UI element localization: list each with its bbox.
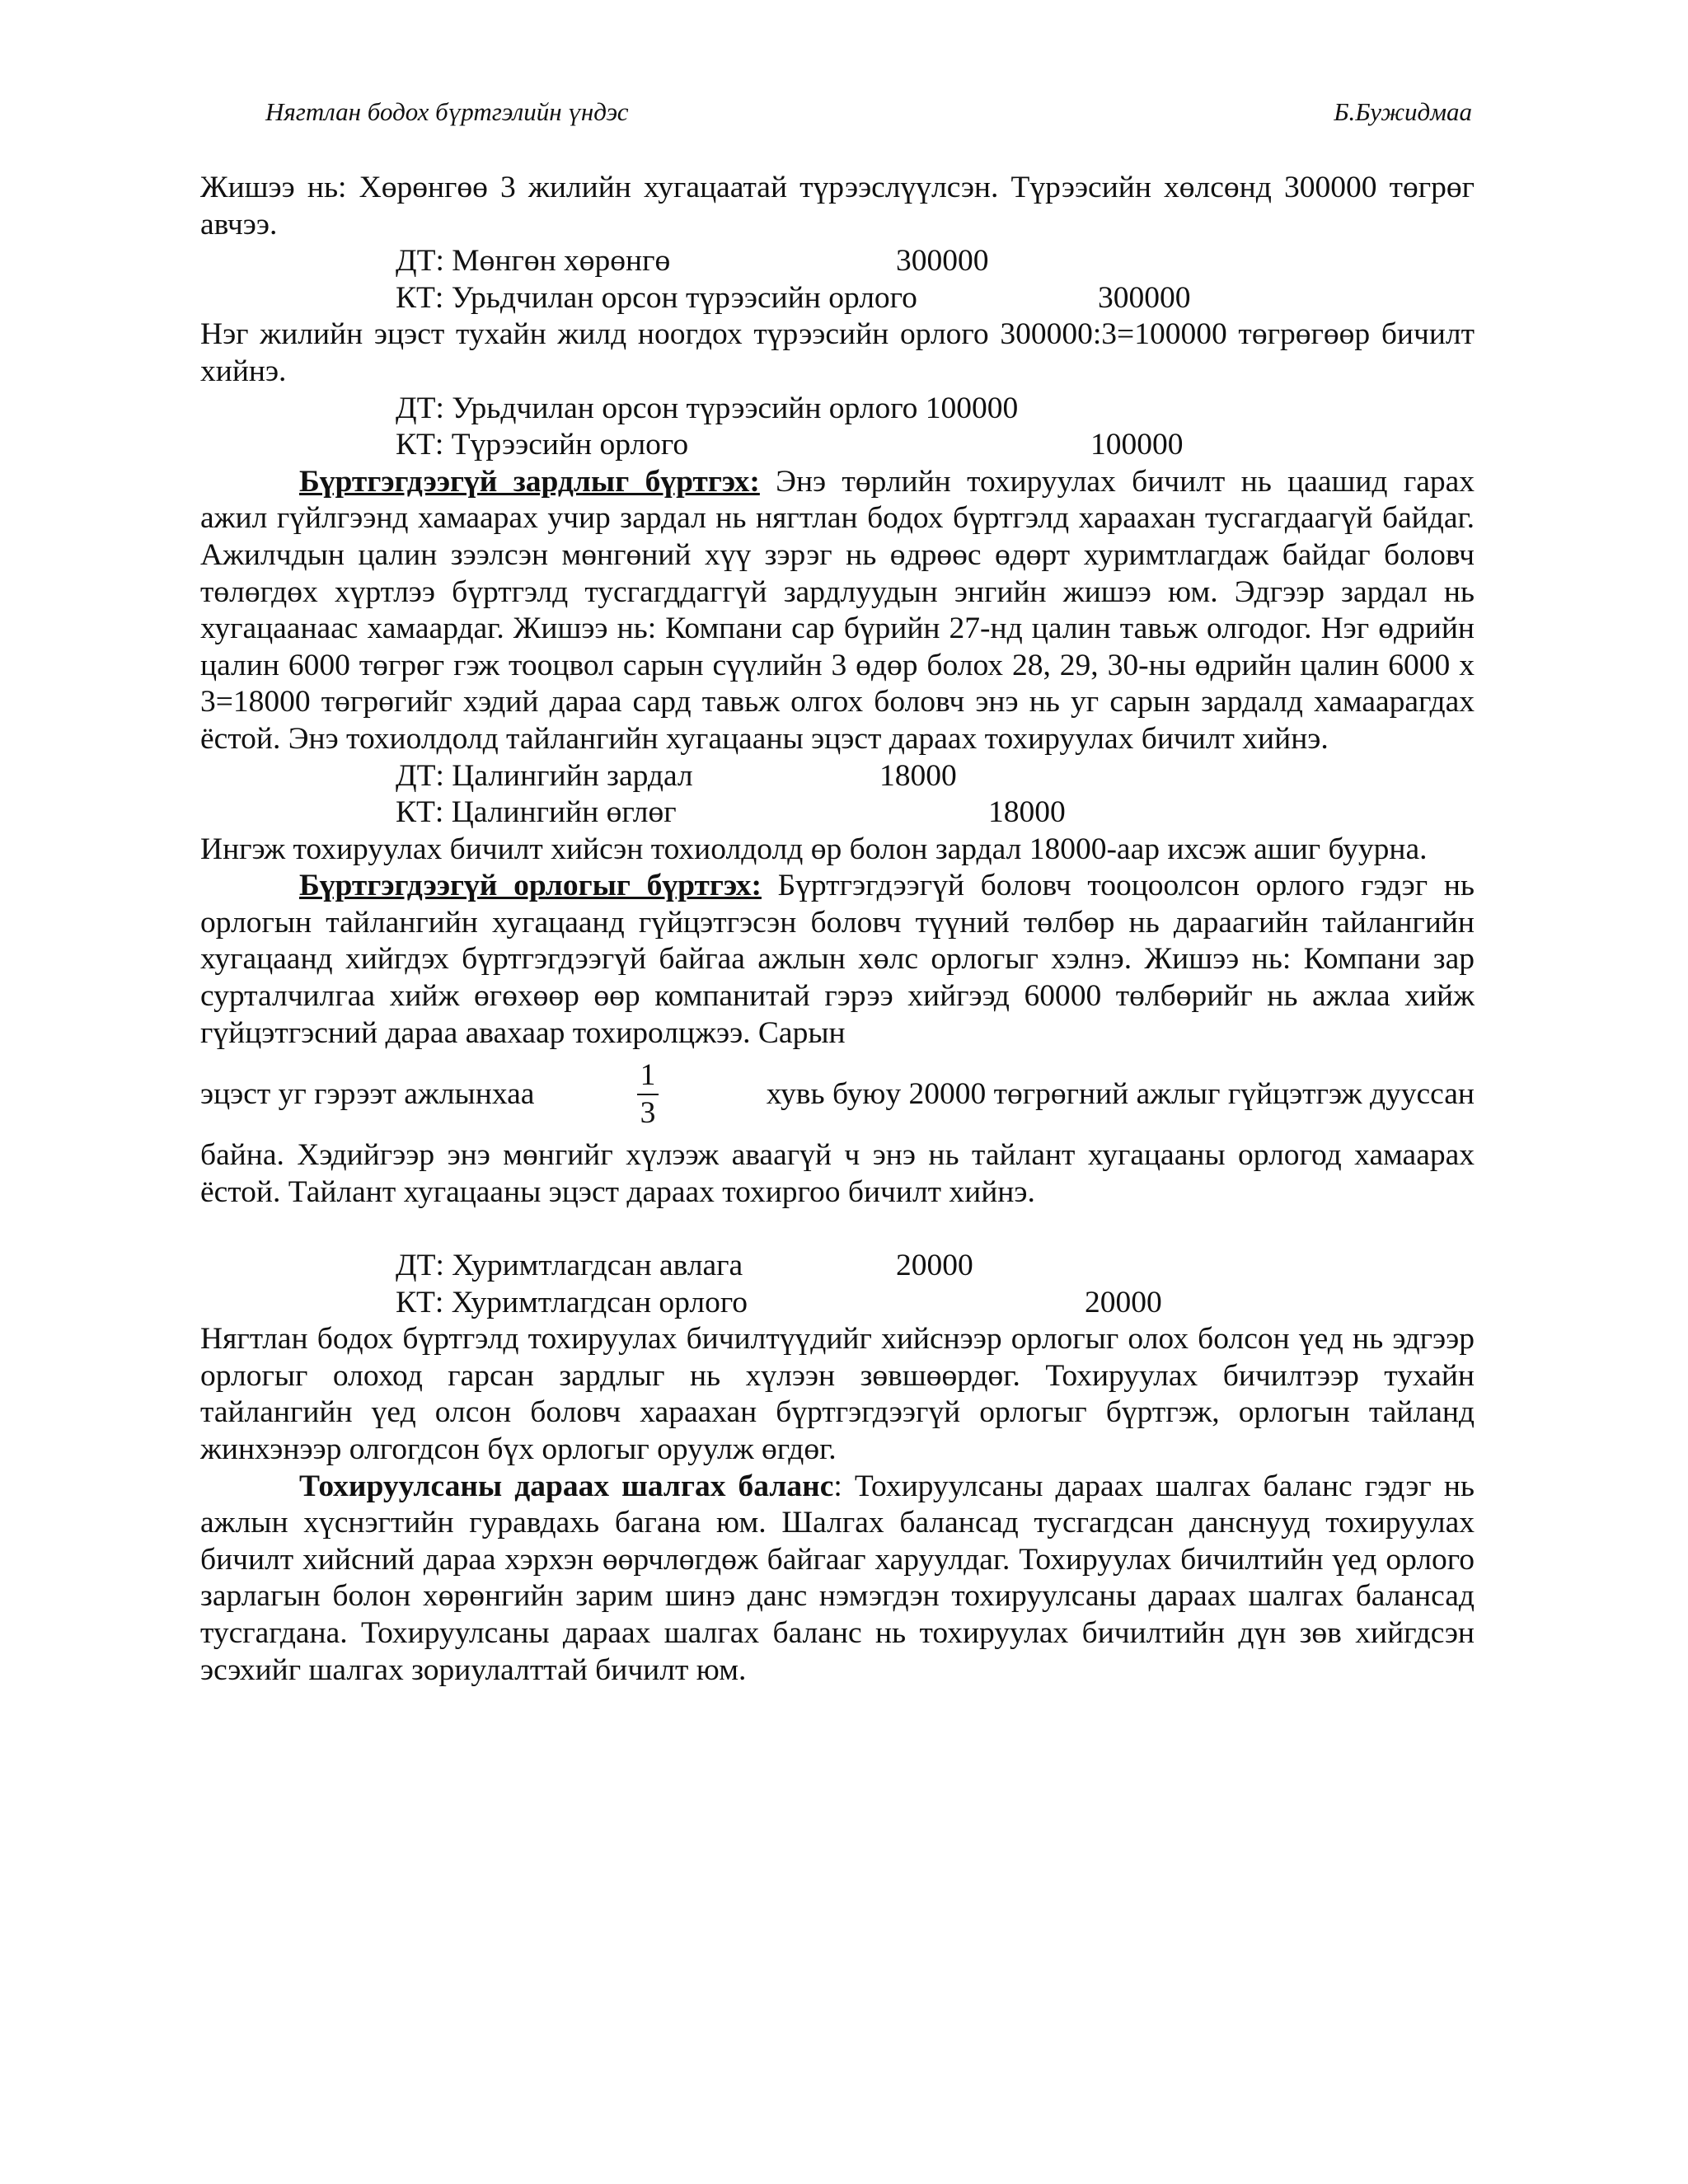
page-body [200,170,1475,1689]
fraction-line [200,1052,1475,1137]
page-header [265,97,1472,140]
paragraph-adjusting-entries: Нягтлан бодох бүртгэлд тохируулах бичилтүүдийг хийснээр орлогыг олох болсон үед нь эдгээр орлогыг олоход гарсан зардлыг нь хүлээн зөвшөөрдөг. Тохируулах бичилтээр тухайн тайлангийн үед олсон боловч хараахан бүртгэгдээгүй орлогыг бүртгэж, орлогын тайланд жинхэнээр олгогдсон бүх орлогыг оруулж өгдөг. [200,1322,1475,1466]
section-unrecorded-expenses [200,464,1475,758]
section-adjusted-trial-balance [200,1469,1475,1690]
entry-account: ДТ: Цалингийн зардал [396,758,693,793]
blank-line [200,1211,1475,1248]
section-text: Бүртгэгдээгүй боловч тооцоолсон орлого гэдэг нь орлогын тайлангийн хугацаанд гүйцэтгэсэн боловч түүний төлбөр нь дараагийн тайлангийн хугацаанд хийгдэх бүртгэгдээгүй байгаа ажлын хөлс орлогыг хэлнэ. Жишээ нь: Компани зар сурталчилгаа хийж өгөхөөр өөр компанитай гэрээ хийгээд 60000 төлбөрийг нь ажлаа хийж гүйцэтгэсний дараа авахаар тохиролцжээ. Сарын [200,869,1475,1050]
entry-amount: 18000 [879,758,957,793]
section-heading: Бүртгэгдээгүй зардлыг бүртгэх: [299,464,760,499]
paragraph-rent-example: Жишээ нь: Хөрөнгөө 3 жилийн хугацаатай түрээслүүлсэн. Түрээсийн хөлсөнд 300000 төгрөг авчээ. [200,171,1475,241]
entry-account: ДТ: Урьдчилан орсон түрээсийн орлого 100000 [396,391,1019,425]
entry-amount: 300000 [896,244,989,279]
journal-entry-credit [200,427,1475,464]
section-heading: Тохируулсаны дараах шалгах баланс [299,1469,834,1503]
entry-account: КТ: Хуримтлагдсан орлого [396,1285,748,1319]
section-text: : Тохируулсаны дараах шалгах баланс гэдэг нь ажлын хүснэгтийн гуравдахь багана юм. Шалгах балансад тусгагдсан данснууд тохируулах бичилт хийсний дараа хэрхэн өөрчлөгдөж байгааг харуулдаг. Тохируулах бичилтийн үед орлого зарлагын болон хөрөнгийн зарим шинэ данс нэмэгдэн тохируулсаны дараах шалгах балансад тусгагдана. Тохируулсаны дараах шалгах баланс нь тохируулах бичилтийн дүн зөв хийгдсэн эсэхийг шалгах зориулалттай бичилт юм. [200,1469,1475,1687]
section-unrecorded-revenue [200,868,1475,1052]
journal-entry-credit [200,1285,1475,1322]
journal-entry-credit [200,280,1475,317]
journal-entry-debit [200,758,1475,795]
fraction-denominator: 3 [640,1096,656,1131]
header-book-title: Нягтлан бодох бүртгэлийн үндэс [265,97,629,126]
header-author: Б.Бужидмаа [1334,97,1472,126]
entry-account: КТ: Цалингийн өглөг [396,795,677,830]
section-text: Энэ төрлийн тохируулах бичилт нь цаашид гарах ажил гүйлгээнд хамаарах учир зардал нь нягтлан бодох бүртгэлд хараахан тусгагдаагүй байдаг. Ажилчдын цалин зээлсэн мөнгөний хүү зэрэг нь өдрөөс өдөрт хуримтлагдаж байдаг боловч төлөгдөх хүртлээ бүртгэлд тусгагддаггүй зардлуудын энгийн жишээ юм. Эдгээр зардал нь хугацаанаас хамаардаг. Жишээ нь: Компани сар бүрийн 27-нд цалин тавьж олгодог. Нэг өдрийн цалин 6000 төгрөг гэж тооцвол сарын сүүлийн 3 өдөр болох 28, 29, 30-ны өдрийн цалин 6000 х 3=18000 төгрөгийг хэдий дараа сард тавьж олгох боловч энэ нь уг сарын зардалд хамаарагдах ёстой. Энэ тохиолдолд тайлангийн хугацааны эцэст дараах тохируулах бичилт хийнэ. [200,464,1475,756]
entry-amount: 20000 [1085,1285,1162,1319]
entry-account: ДТ: Хуримтлагдсан авлага [396,1249,743,1283]
journal-entry-debit [200,243,1475,280]
entry-amount: 20000 [896,1249,973,1283]
entry-amount: 18000 [988,795,1066,830]
paragraph-annual-rent: Нэг жилийн эцэст тухайн жилд ноогдох түрээсийн орлого 300000:3=100000 төгрөгөөр бичилт хийнэ. [200,317,1475,388]
paragraph-expense-effect: Ингэж тохируулах бичилт хийсэн тохиолдолд өр болон зардал 18000-аар ихсэж ашиг буурна. [200,832,1428,866]
entry-account: КТ: Түрээсийн орлого [396,428,689,462]
entry-amount: 100000 [1090,428,1184,462]
journal-entry-debit [200,1248,1475,1285]
journal-entry-debit [200,391,1475,428]
paragraph-revenue-continued: байна. Хэдийгээр энэ мөнгийг хүлээж аваагүй ч энэ нь тайлант хугацааны орлогод хамаарах ёстой. Тайлант хугацааны эцэст дараах тохиргоо бичилт хийнэ. [200,1138,1475,1209]
fraction-one-third [637,1057,659,1132]
fraction-numerator: 1 [637,1057,659,1095]
fraction-line-text-before: эцэст уг гэрээт ажлынхаа [200,1076,535,1111]
entry-account: ДТ: Мөнгөн хөрөнгө [396,244,671,279]
fraction-line-text-after: хувь буюу 20000 төгрөгний ажлыг гүйцэтгэж дууссан [766,1076,1475,1111]
journal-entry-credit [200,794,1475,832]
entry-account: КТ: Урьдчилан орсон түрээсийн орлого [396,280,917,315]
section-heading: Бүртгэгдээгүй орлогыг бүртгэх: [299,869,762,903]
entry-amount: 300000 [1098,280,1191,315]
